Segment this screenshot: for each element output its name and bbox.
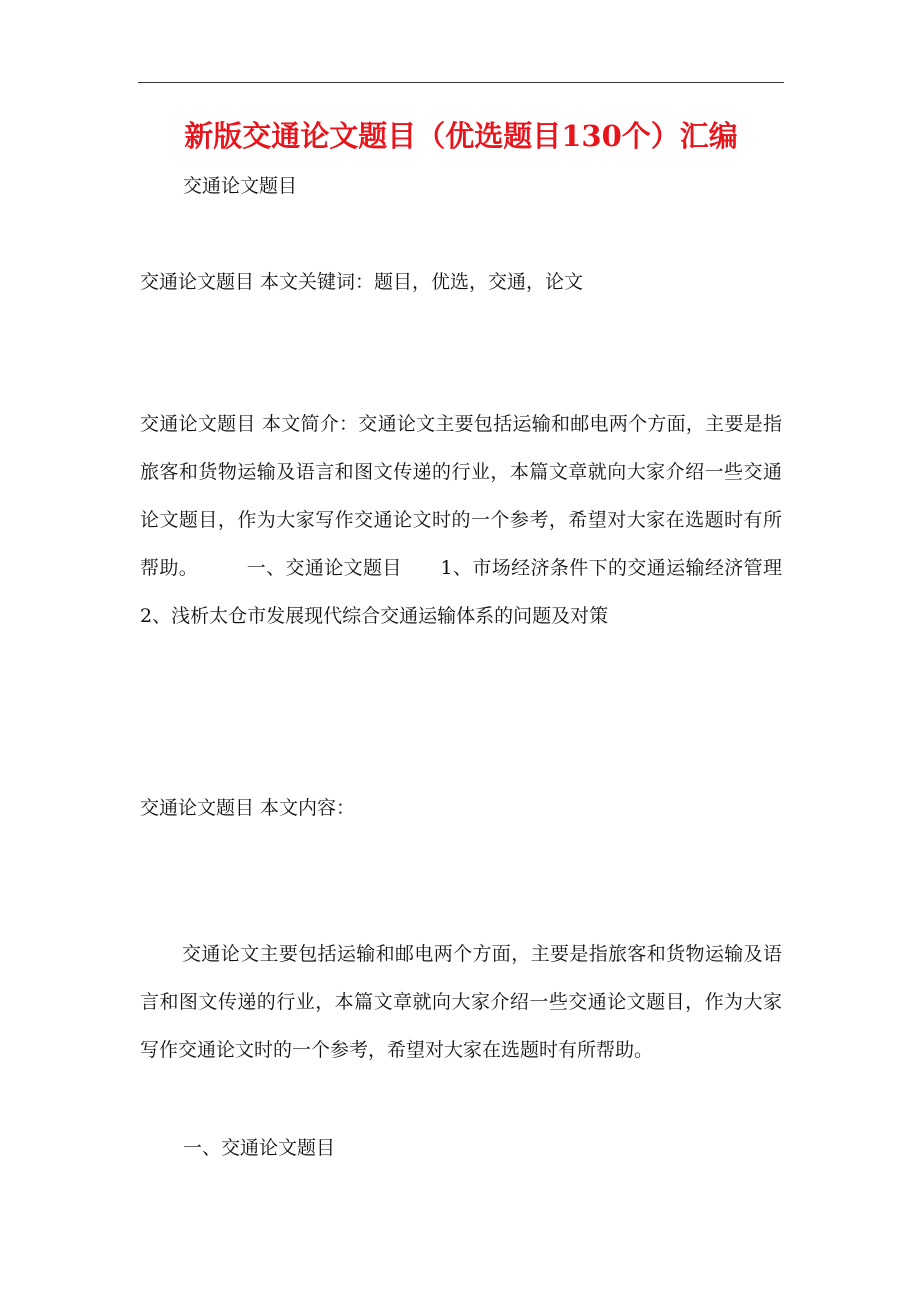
document-title: 新版交通论文题目（优选题目130个）汇编	[184, 119, 738, 153]
header-rule	[138, 82, 784, 83]
intro-paragraph: 交通论文题目 本文简介：交通论文主要包括运输和邮电两个方面，主要是指旅客和货物运输及语言和图文传递的行业，本篇文章就向大家介绍一些交通论文题目，作为大家写作交通论文时的一个参考，希望对大家在选题时有所帮助。 一、交通论文题目 1、市场经济条件下的交通运输经济管理 2、浅析太仓市发展现代综合交通运输体系的问题及对策	[140, 413, 821, 627]
section-heading: 一、交通论文题目	[183, 1137, 336, 1159]
document-subtitle: 交通论文题目	[183, 175, 298, 197]
body-paragraph: 交通论文主要包括运输和邮电两个方面，主要是指旅客和货物运输及语言和图文传递的行业，本篇文章就向大家介绍一些交通论文题目，作为大家写作交通论文时的一个参考，希望对大家在选题时有所帮助。	[140, 943, 782, 1061]
keywords-line: 交通论文题目 本文关键词：题目，优选，交通，论文	[140, 271, 584, 293]
content-label: 交通论文题目 本文内容：	[140, 797, 356, 819]
